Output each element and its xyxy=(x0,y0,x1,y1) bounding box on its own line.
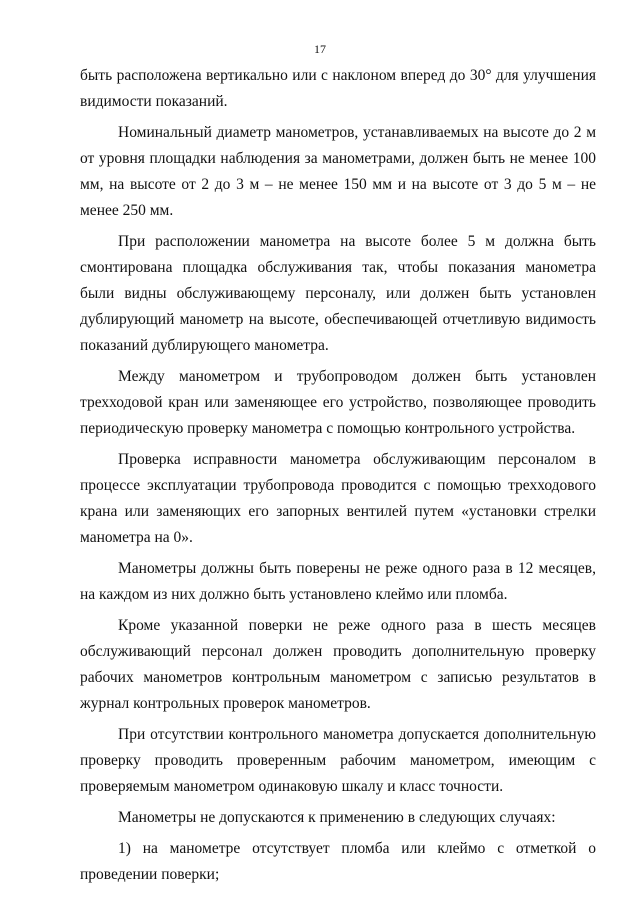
paragraph-not-allowed-cases: Манометры не допускаются к применению в следующих случаях: xyxy=(118,809,556,826)
paragraph-continuation: быть расположена вертикально или с наклоном вперед до 30° для улучшения видимости показаний. xyxy=(80,67,596,110)
paragraph-control-manometer-absence: При отсутствии контрольного манометра допускается дополнительную проверку проводить проверенным рабочим манометром, имеющим с проверяемым манометром одинаковую шкалу и класс точности. xyxy=(80,726,596,795)
list-item-missing-seal: 1) на манометре отсутствует пломба или клеймо с отметкой о проведении поверки; xyxy=(80,840,596,883)
document-body xyxy=(80,63,596,888)
page-number: 17 xyxy=(314,42,326,56)
paragraph-additional-check: Кроме указанной поверки не реже одного раза в шесть месяцев обслуживающий персонал должен проводить дополнительную проверку рабочих манометров контрольным манометром с записью результатов в журнал контрольных проверок манометров. xyxy=(80,617,596,712)
paragraph-service-platform: При расположении манометра на высоте более 5 м должна быть смонтирована площадка обслуживания так, чтобы показания манометра были видны обслуживающему персоналу, или должен быть установлен дублирующий манометр на высоте, обеспечивающей отчетливую видимость показаний дублирующего манометра. xyxy=(80,233,596,354)
paragraph-manometer-diameter: Номинальный диаметр манометров, устанавливаемых на высоте до 2 м от уровня площадки наблюдения за манометрами, должен быть не менее 100 мм, на высоте от 2 до 3 м – не менее 150 мм и на высоте от 3 до 5 м – не менее 250 мм. xyxy=(80,124,596,219)
paragraph-three-way-valve: Между манометром и трубопроводом должен быть установлен трехходовой кран или заменяющее его устройство, позволяющее проводить периодическую проверку манометра с помощью контрольного устройства. xyxy=(80,368,596,437)
paragraph-calibration-interval: Манометры должны быть поверены не реже одного раза в 12 месяцев, на каждом из них должно быть установлено клеймо или пломба. xyxy=(80,560,596,603)
paragraph-operational-check: Проверка исправности манометра обслуживающим персоналом в процессе эксплуатации трубопровода проводится с помощью трехходового крана или заменяющих его запорных вентилей путем «установки стрелки манометра на 0». xyxy=(80,451,596,546)
